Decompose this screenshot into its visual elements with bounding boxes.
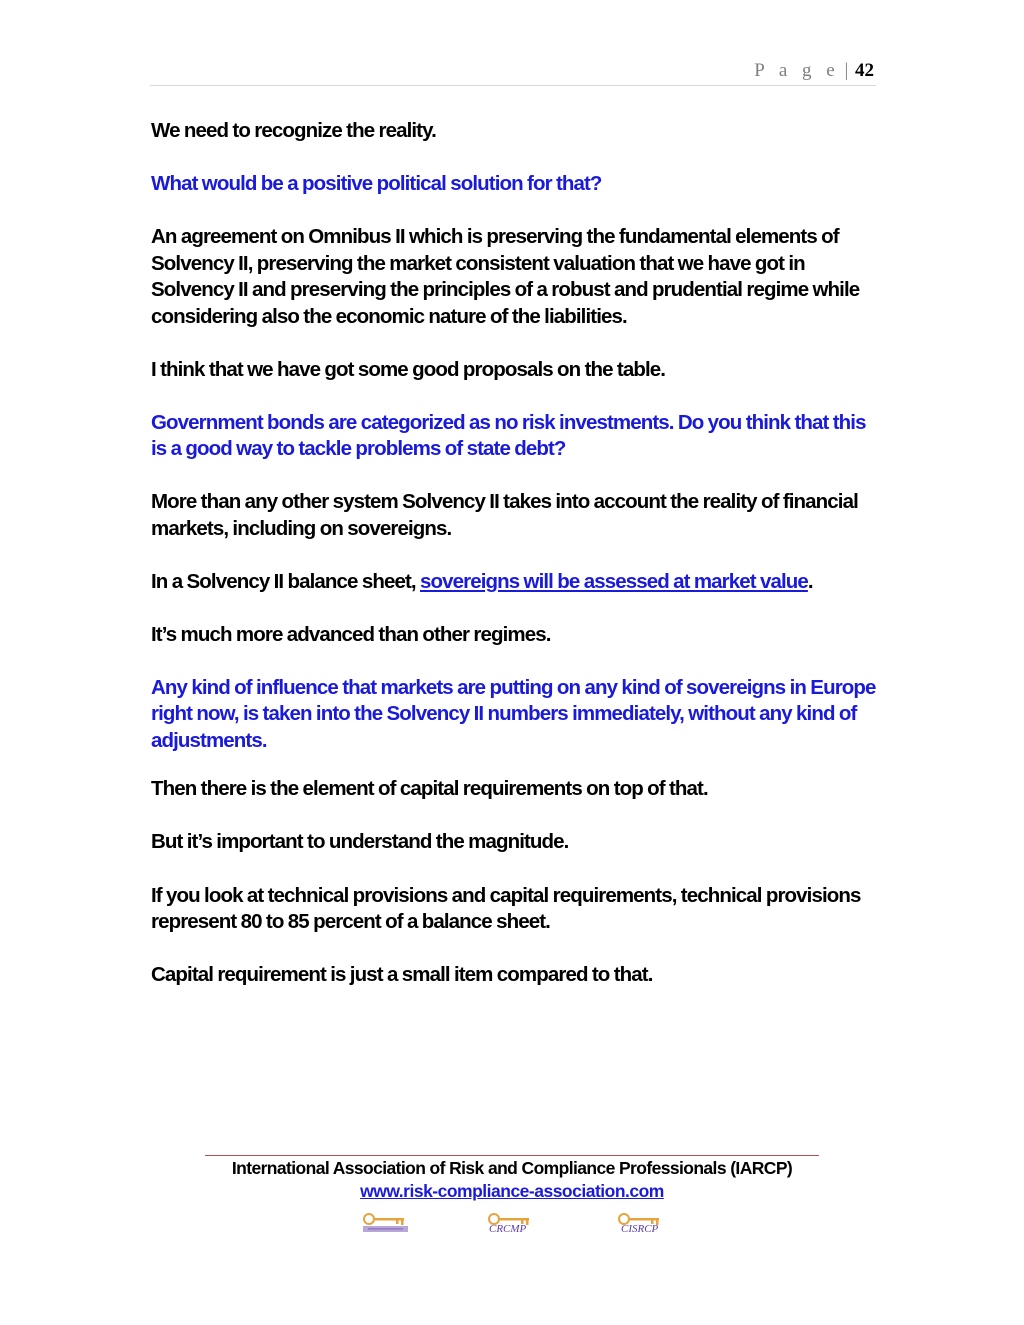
answer-paragraph: I think that we have got some good proposals on the table. bbox=[151, 357, 666, 381]
answer-paragraph: Then there is the element of capital requirements on top of that. bbox=[151, 777, 708, 800]
answer-paragraph: But it’s important to understand the magnitude. bbox=[151, 830, 569, 853]
crcmp-badge-label: CRCMP bbox=[489, 1223, 527, 1235]
answer-paragraph: An agreement on Omnibus II which is preserving the fundamental elements of Solvency II, preserving the market consistent valuation that we have got in Solvency II and preserving the principles of a robust and prudential regime while considering also the economic nature of the liabilities. bbox=[151, 225, 860, 328]
answer-paragraph: It’s much more advanced than other regimes. bbox=[151, 622, 551, 646]
page-number-label bbox=[754, 60, 874, 82]
link-trailing-text: . bbox=[807, 569, 813, 593]
association-website-link[interactable]: www.risk-compliance-association.com bbox=[360, 1181, 664, 1201]
answer-paragraph-with-link bbox=[151, 569, 876, 596]
question-paragraph: What would be a positive political solution for that? bbox=[151, 172, 602, 195]
page-number: 42 bbox=[855, 60, 874, 81]
footer-url-wrapper bbox=[150, 1181, 874, 1202]
cisrcp-badge-label: CISRCP bbox=[621, 1223, 659, 1235]
footer-organization: International Association of Risk and Compliance Professionals (IARCP) bbox=[231, 1158, 793, 1178]
interview-body bbox=[151, 118, 876, 1015]
question-paragraph: Government bonds are categorized as no risk investments. Do you think that this is a good way to tackle problems of state debt? bbox=[151, 410, 866, 460]
sovereigns-market-value-link[interactable]: sovereigns will be assessed at market value bbox=[420, 569, 808, 593]
answer-paragraph: We need to recognize the reality. bbox=[151, 119, 436, 142]
answer-paragraph: Capital requirement is just a small item compared to that. bbox=[151, 963, 653, 986]
page-separator: | bbox=[844, 60, 849, 81]
member-badge bbox=[360, 1212, 420, 1238]
answer-paragraph: More than any other system Solvency II takes into account the reality of financial markets, including on sovereigns. bbox=[151, 490, 858, 540]
crcmp-badge bbox=[485, 1212, 545, 1238]
cisrcp-badge bbox=[615, 1212, 675, 1238]
page-word: P a g e bbox=[754, 60, 840, 81]
answer-paragraph: If you look at technical provisions and capital requirements, technical provisions represent 80 to 85 percent of a balance sheet. bbox=[151, 883, 861, 933]
footer-divider bbox=[205, 1155, 819, 1156]
question-paragraph: Any kind of influence that markets are putting on any kind of sovereigns in Europe right now, is taken into the Solvency II numbers immediately, without any kind of adjustments. bbox=[151, 675, 876, 752]
key-icon bbox=[360, 1212, 420, 1238]
page-header bbox=[150, 58, 876, 86]
link-lead-text: In a Solvency II balance sheet, bbox=[151, 569, 420, 593]
